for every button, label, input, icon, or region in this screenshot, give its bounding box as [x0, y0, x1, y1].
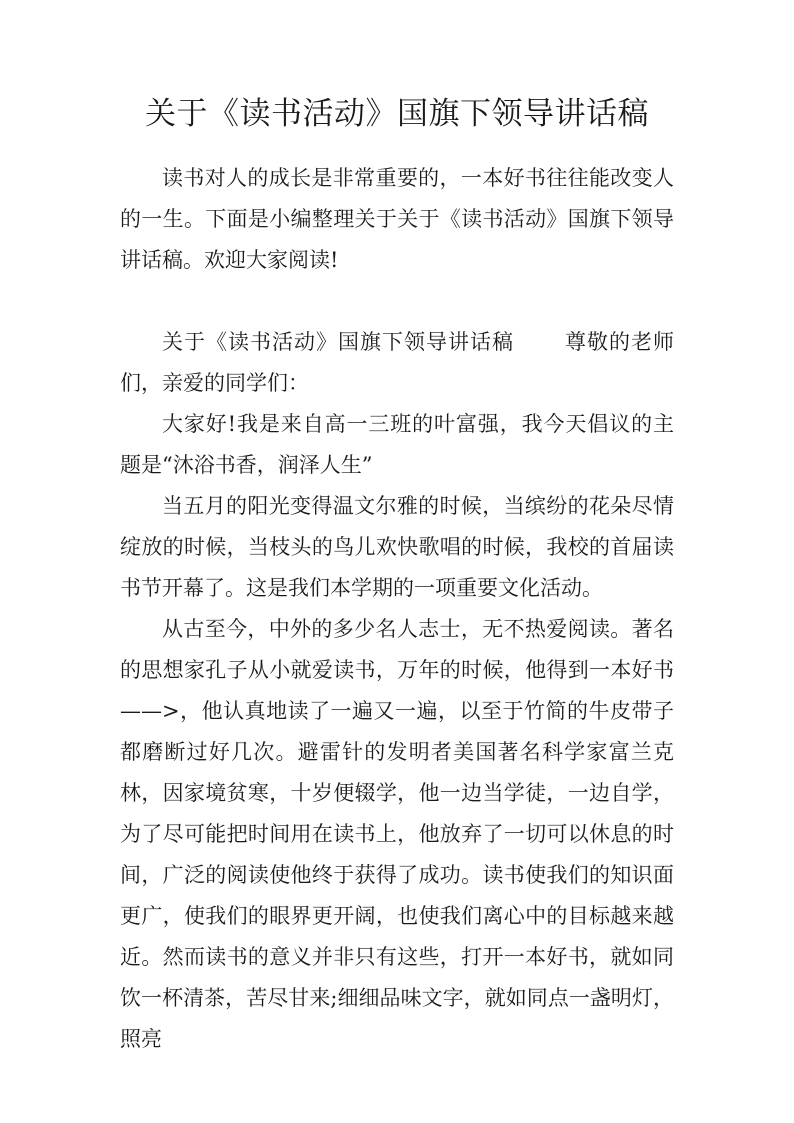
- speech-opening-paragraph: [120, 322, 674, 404]
- intro-paragraph: 读书对人的成长是非常重要的，一本好书往往能改变人的一生。下面是小编整理关于关于《读书活动》国旗下领导讲话稿。欢迎大家阅读!: [120, 166, 674, 272]
- famous-readers-paragraph: 从古至今，中外的多少名人志士，无不热爱阅读。著名的思想家孔子从小就爱读书，万年的时候，他得到一本好书——>，他认真地读了一遍又一遍，以至于竹简的牛皮带子都磨断过好几次。避雷针的发明者美国著名科学家富兰克林，因家境贫寒，十岁便辍学，他一边当学徒，一边自学，为了尽可能把时间用在读书上，他放弃了一切可以休息的时间，广泛的阅读使他终于获得了成功。读书使我们的知识面更广，使我们的眼界更开阔，也使我们离心中的目标越来越近。然而读书的意义并非只有这些，打开一本好书，就如同饮一杯清茶，苦尽甘来;细细品味文字，就如同点一盏明灯，照亮: [120, 617, 674, 1051]
- opening-ceremony-paragraph: 当五月的阳光变得温文尔雅的时候，当缤纷的花朵尽情绽放的时候，当枝头的鸟儿欢快歌唱的时候，我校的首届读书节开幕了。这是我们本学期的一项重要文化活动。: [120, 494, 674, 600]
- document-title: 关于《读书活动》国旗下领导讲话稿: [145, 96, 649, 132]
- salutation: 尊敬的老师们，亲爱的同学们：: [120, 330, 674, 395]
- speech-heading: 关于《读书活动》国旗下领导讲话稿: [162, 330, 514, 354]
- greeting-paragraph: 大家好!我是来自高一三班的叶富强，我今天倡议的主题是“沐浴书香，润泽人生”: [120, 412, 674, 477]
